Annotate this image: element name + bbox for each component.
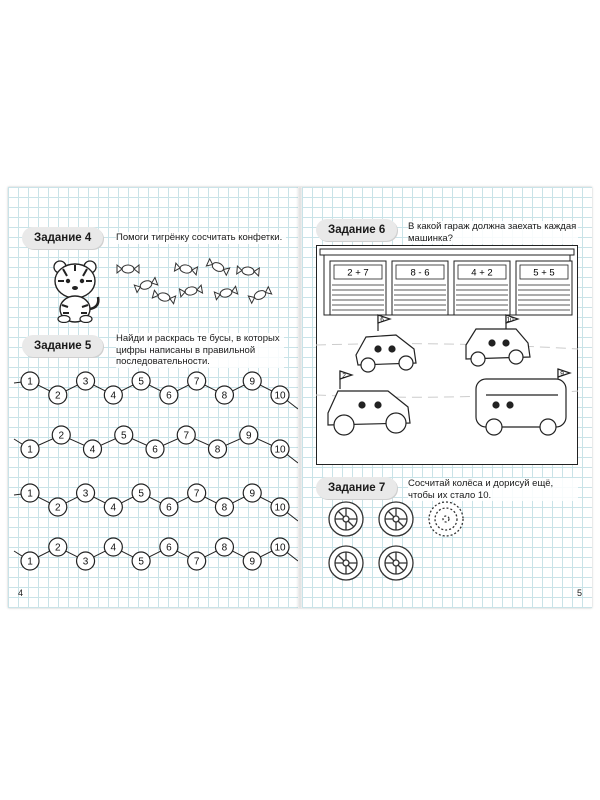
bead[interactable]: [271, 386, 289, 404]
bead[interactable]: [271, 538, 289, 556]
garage-door[interactable]: [454, 261, 510, 315]
car-flag-number: 9: [560, 370, 564, 378]
bead-number: 7: [183, 430, 190, 442]
garage-label: 4 + 2: [471, 267, 493, 279]
garage-scene: [316, 245, 578, 465]
bead[interactable]: [77, 372, 95, 390]
bead[interactable]: [160, 386, 178, 404]
bead[interactable]: [115, 426, 133, 444]
bead-number: 9: [249, 556, 256, 568]
bead[interactable]: [21, 372, 39, 390]
bead-number: 1: [27, 444, 33, 456]
bead-number: 2: [54, 390, 61, 402]
wheel-dotted-icon: [429, 502, 463, 536]
candy-icon: [214, 286, 237, 299]
bead-number: 5: [138, 556, 144, 568]
candy-icon: [248, 287, 271, 304]
bead[interactable]: [49, 498, 67, 516]
bead[interactable]: [188, 484, 206, 502]
bead[interactable]: [215, 386, 233, 404]
task5-instruction: Найди и раскрась те бусы, в которых цифры написаны в правильной последовательности.: [116, 333, 284, 368]
task5-label: Задание 5: [34, 340, 92, 352]
left-page: [8, 187, 298, 608]
tiger-cub-illustration: [46, 257, 104, 323]
bead[interactable]: [132, 552, 150, 570]
garage-label: 2 + 7: [347, 267, 369, 279]
candy-icon: [179, 285, 202, 297]
bead[interactable]: [104, 538, 122, 556]
car-flag-number: 6: [380, 316, 384, 324]
bead[interactable]: [209, 440, 227, 458]
bead-number: 1: [27, 376, 33, 388]
bead[interactable]: [243, 484, 261, 502]
bead-number: 3: [82, 376, 89, 388]
bead-number: 10: [274, 502, 286, 514]
bead-number: 9: [249, 488, 256, 500]
bead-number: 6: [166, 390, 172, 402]
bead-strings: [8, 365, 298, 585]
bead-number: 7: [193, 376, 200, 388]
bead-number: 3: [82, 556, 89, 568]
bead-number: 8: [214, 444, 221, 456]
wheel-icon: [329, 546, 363, 580]
wheels-group: [326, 497, 486, 587]
page-number-right: 5: [576, 588, 582, 598]
bead-number: 5: [120, 430, 127, 442]
garage-label: 5 + 5: [533, 267, 555, 279]
bead[interactable]: [21, 484, 39, 502]
task5-tab: [22, 335, 103, 357]
task6-label: Задание 6: [328, 224, 386, 236]
bead-number: 6: [152, 444, 158, 456]
candies-group: [116, 257, 276, 307]
bead[interactable]: [49, 386, 67, 404]
garage-door[interactable]: [516, 261, 572, 315]
bead[interactable]: [104, 498, 122, 516]
bead[interactable]: [240, 426, 258, 444]
bead-number: 10: [274, 444, 286, 456]
car-flag-number: 10: [506, 316, 514, 324]
bead-number: 4: [110, 542, 117, 554]
bead-number: 8: [221, 542, 228, 554]
candy-icon: [117, 265, 139, 273]
bead[interactable]: [243, 372, 261, 390]
bead[interactable]: [21, 552, 39, 570]
bead[interactable]: [132, 372, 150, 390]
candy-icon: [206, 259, 229, 276]
garage-door[interactable]: [392, 261, 448, 315]
bead-number: 6: [166, 502, 172, 514]
bead[interactable]: [77, 484, 95, 502]
wheel-icon: [379, 502, 413, 536]
candy-icon: [152, 290, 175, 303]
bead-number: 2: [54, 502, 61, 514]
task7-label: Задание 7: [328, 482, 386, 494]
bead[interactable]: [104, 386, 122, 404]
bead[interactable]: [215, 538, 233, 556]
task4-tab: [22, 227, 103, 249]
bead[interactable]: [177, 426, 195, 444]
bead[interactable]: [84, 440, 102, 458]
bead-number: 4: [89, 444, 96, 456]
bead-number: 5: [138, 376, 144, 388]
page-number-left: 4: [18, 588, 24, 598]
bead[interactable]: [21, 440, 39, 458]
bead[interactable]: [271, 498, 289, 516]
garage-label: 8 - 6: [410, 267, 430, 279]
task4-label: Задание 4: [34, 232, 92, 244]
bead-number: 1: [27, 488, 33, 500]
bead-number: 5: [138, 488, 144, 500]
bead-number: 1: [27, 556, 33, 568]
bead-number: 3: [82, 488, 89, 500]
bead-number: 8: [221, 390, 228, 402]
bead-number: 9: [249, 376, 256, 388]
bead-number: 2: [54, 542, 61, 554]
task7-instruction: Сосчитай колёса и дорисуй ещё, чтобы их стало 10.: [408, 478, 578, 501]
bead[interactable]: [160, 498, 178, 516]
wheel-icon: [329, 502, 363, 536]
bead-number: 8: [221, 502, 228, 514]
bead[interactable]: [132, 484, 150, 502]
bead[interactable]: [146, 440, 164, 458]
wheel-icon: [379, 546, 413, 580]
right-page: [302, 187, 592, 608]
bead-number: 7: [193, 488, 200, 500]
candy-icon: [237, 266, 260, 276]
book-spread: [8, 187, 592, 608]
task7-tab: [316, 477, 397, 499]
bus-with-flag-9: [476, 369, 570, 435]
bead-number: 7: [193, 556, 200, 568]
bead-number: 10: [274, 542, 286, 554]
garage-door[interactable]: [330, 261, 386, 315]
bead[interactable]: [271, 440, 289, 458]
bead[interactable]: [49, 538, 67, 556]
candy-icon: [174, 263, 197, 275]
bead[interactable]: [188, 372, 206, 390]
bead[interactable]: [188, 552, 206, 570]
bead-number: 4: [110, 390, 117, 402]
bead[interactable]: [77, 552, 95, 570]
bead-number: 9: [245, 430, 252, 442]
task6-instruction: В какой гараж должна заехать каждая машинка?: [408, 221, 577, 244]
task6-tab: [316, 219, 397, 241]
bead[interactable]: [52, 426, 70, 444]
task4-instruction: Помоги тигрёнку сосчитать конфетки.: [116, 232, 286, 244]
bead[interactable]: [160, 538, 178, 556]
bead[interactable]: [243, 552, 261, 570]
bead-number: 10: [274, 390, 286, 402]
bead-number: 6: [166, 542, 172, 554]
bead-number: 2: [58, 430, 65, 442]
car-flag-number: 2: [342, 372, 346, 380]
bead[interactable]: [215, 498, 233, 516]
bead-number: 4: [110, 502, 117, 514]
